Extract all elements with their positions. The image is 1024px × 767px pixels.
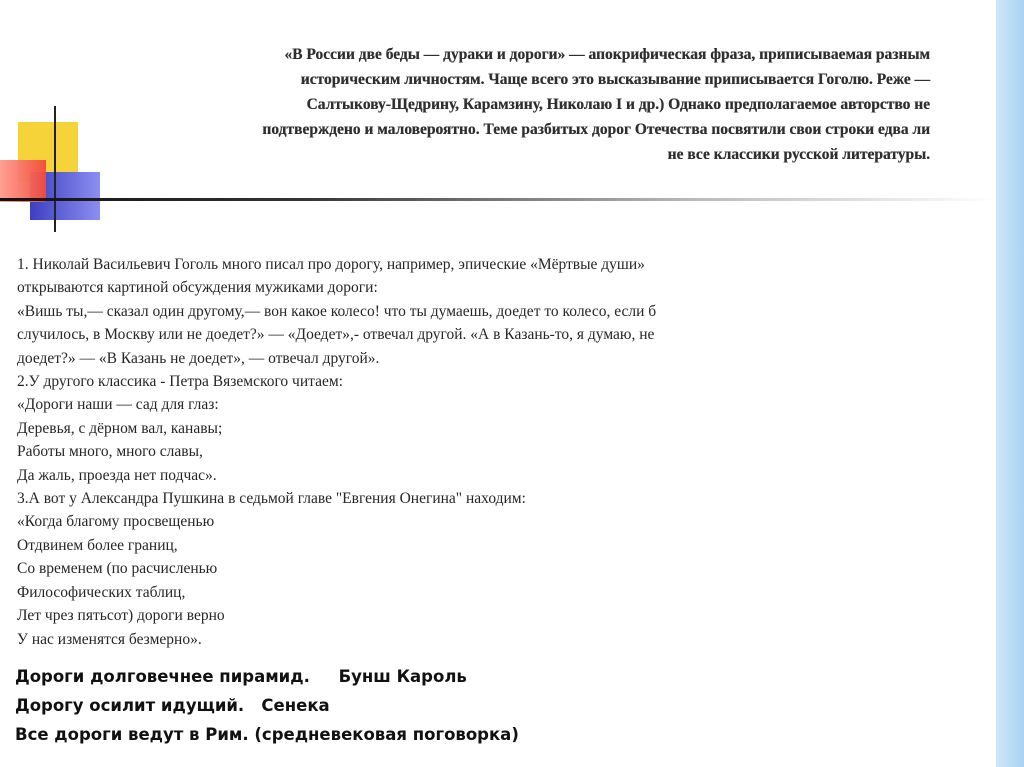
- aphorisms: [15, 662, 715, 749]
- body-line: Лет чрез пятьсот) дороги верно: [17, 607, 225, 625]
- body-line: Со временем (по расчисленью: [17, 560, 218, 578]
- header-quote-line: Салтыкову-Щедрину, Карамзину, Николаю I и др.) Однако предполагаемое авторство не: [306, 96, 930, 113]
- body-line: 3.А вот у Александра Пушкина в седьмой главе "Евгения Онегина" находим:: [17, 490, 526, 508]
- body-line: «Вишь ты,— сказал один другому,— вон какое колесо! что ты думаешь, доедет то колесо, если б: [17, 302, 657, 320]
- body-line: открываются картиной обсуждения мужиками дороги:: [17, 279, 378, 297]
- body-text: [17, 253, 877, 651]
- body-line: доедет?» — «В Казань не доедет», — отвечал другой».: [17, 349, 380, 367]
- body-line: Деревья, с дёрном вал, канавы;: [17, 419, 223, 437]
- aphorism-line: Дорогу осилит идущий. Сенека: [15, 696, 330, 715]
- body-line: случилось, в Москву или не доедет?» — «Доедет»,- отвечал другой. «А в Казань-то, я думаю, не: [17, 326, 655, 344]
- body-line: 2.У другого классика - Петра Вяземского читаем:: [17, 373, 343, 391]
- body-line: Да жаль, проезда нет подчас».: [17, 466, 217, 484]
- body-line: «Когда благому просвещенью: [17, 513, 215, 531]
- header-quote-line: историческим личностям. Чаще всего это высказывание приписывается Гоголю. Реже —: [300, 71, 930, 88]
- header-quote: [70, 42, 930, 167]
- body-line: «Дороги наши — сад для глаз:: [17, 396, 219, 414]
- aphorism-line: Дороги долговечнее пирамид. Бунш Кароль: [15, 667, 467, 686]
- body-line: Отдвинем более границ,: [17, 536, 178, 554]
- header-quote-line: подтверждено и маловероятно. Теме разбитых дорог Отечества посвятили свои строки едва ли: [262, 121, 930, 138]
- logo-vertical-line: [54, 106, 56, 232]
- header-quote-line: не все классики русской литературы.: [667, 146, 930, 163]
- body-line: Философических таблиц,: [17, 583, 186, 601]
- header-quote-line: «В России две беды — дураки и дороги» — апокрифическая фраза, приписываемая разным: [284, 46, 930, 63]
- body-line: 1. Николай Васильевич Гоголь много писал про дорогу, например, эпические «Мёртвые души»: [17, 256, 645, 273]
- body-line: У нас изменятся безмерно».: [17, 630, 202, 648]
- header-divider-line: [0, 198, 996, 201]
- aphorism-line: Все дороги ведут в Рим. (средневековая поговорка): [15, 725, 519, 744]
- logo-red-square: [0, 160, 46, 202]
- side-strip: [996, 0, 1024, 767]
- body-line: Работы много, много славы,: [17, 443, 203, 461]
